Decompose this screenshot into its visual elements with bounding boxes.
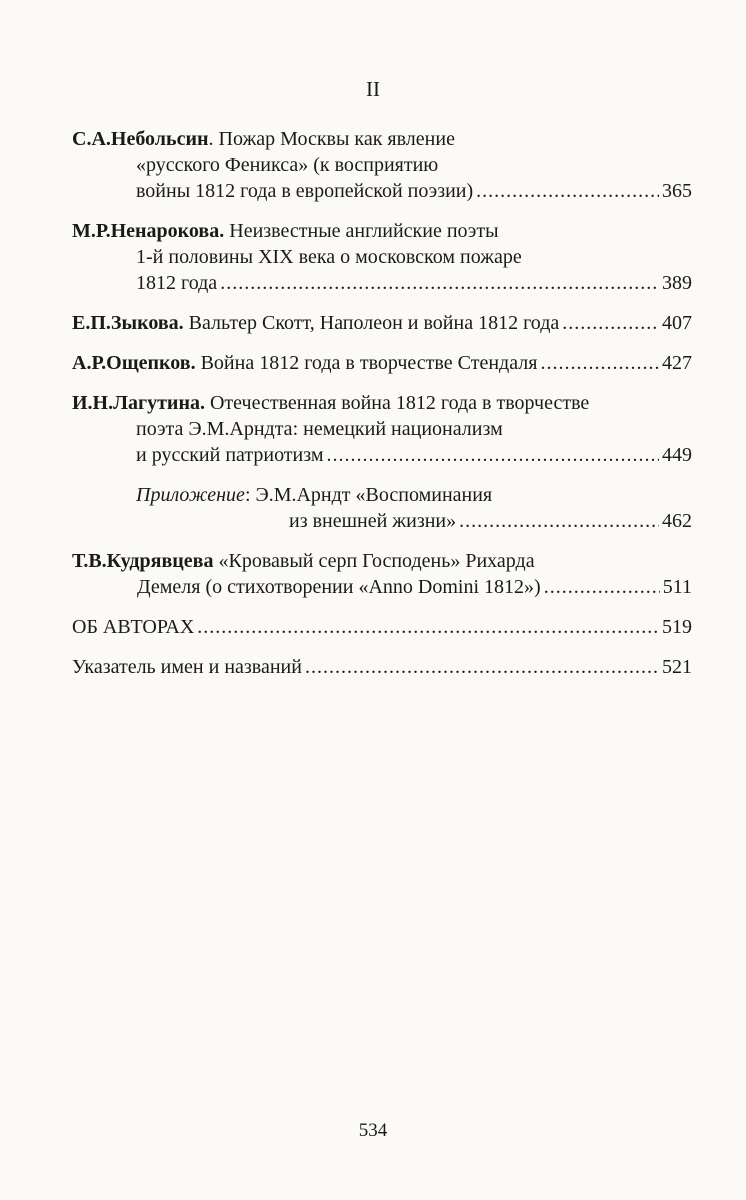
toc-title-text: «русского Феникса» (к восприятию — [136, 154, 439, 176]
toc-entry-nebolsin — [72, 126, 692, 204]
toc-page-number: 427 — [662, 352, 692, 374]
toc-title-text: . Пожар Москвы как явление — [208, 128, 455, 150]
toc-entry-title-line — [72, 390, 692, 416]
toc-title-text: Указатель имен и названий — [72, 656, 302, 678]
section-roman-numeral: II — [366, 77, 380, 101]
toc-entry-zykova — [72, 310, 692, 336]
toc-title-text: Демеля (о стихотворении «Anno Domini 1812») — [137, 576, 541, 598]
toc-entry-about-authors — [72, 614, 692, 640]
toc-leader-line — [72, 270, 692, 296]
toc-page-number: 389 — [662, 272, 692, 294]
toc-page-number: 519 — [662, 616, 692, 638]
toc-entry-oshchepkov — [72, 350, 692, 376]
table-of-contents — [72, 126, 692, 694]
toc-entry-kudryavtseva — [72, 548, 692, 600]
toc-entry-title-line — [72, 548, 692, 574]
toc-author: А.Р.Ощепков. — [72, 352, 196, 374]
toc-leader-line — [72, 654, 692, 680]
toc-entry-appendix — [72, 482, 692, 534]
toc-leader-line — [72, 178, 692, 204]
toc-leader-line — [72, 508, 692, 534]
toc-title-text: Отечественная война 1812 года в творчестве — [204, 392, 590, 414]
toc-entry-nenarokova — [72, 218, 692, 296]
toc-leader-line — [72, 350, 692, 376]
toc-author: И.Н.Лагутина. — [72, 392, 205, 414]
dot-leader — [562, 310, 659, 336]
toc-page-number: 407 — [662, 312, 692, 334]
dot-leader — [544, 574, 660, 600]
toc-title-text: «Кровавый серп Господень» Рихарда — [213, 550, 535, 572]
toc-title-text: и русский патриотизм — [136, 444, 324, 466]
toc-entry-title-line — [72, 482, 692, 508]
toc-title-text: поэта Э.М.Арндта: немецкий национализм — [136, 418, 503, 440]
toc-title-text: Война 1812 года в творчестве Стендаля — [195, 352, 538, 374]
dot-leader — [327, 442, 659, 468]
page-number: 534 — [358, 1120, 388, 1141]
toc-title-text: Вальтер Скотт, Наполеон и война 1812 года — [183, 312, 560, 334]
toc-page-number: 365 — [662, 180, 692, 202]
toc-entry-lagutina — [72, 390, 692, 468]
toc-leader-line — [72, 614, 692, 640]
toc-page-number: 449 — [662, 444, 692, 466]
toc-author: М.Р.Ненарокова. — [72, 220, 225, 242]
dot-leader — [220, 270, 659, 296]
toc-page-number: 521 — [662, 656, 692, 678]
toc-entry-title-line — [72, 126, 692, 152]
toc-title-text: 1812 года — [136, 272, 218, 294]
toc-page-number: 511 — [662, 576, 692, 598]
toc-entry-title-line — [72, 218, 692, 244]
toc-title-text: из внешней жизни» — [289, 510, 457, 532]
dot-leader — [540, 350, 659, 376]
toc-page-number: 462 — [662, 510, 692, 532]
dot-leader — [476, 178, 659, 204]
toc-author: С.А.Небольсин — [72, 128, 209, 150]
toc-author: Е.П.Зыкова. — [72, 312, 184, 334]
toc-title-text: ОБ АВТОРАХ — [72, 616, 195, 638]
dot-leader — [459, 508, 659, 534]
toc-title-text: Неизвестные английские поэты — [224, 220, 499, 242]
toc-title-text: : Э.М.Арндт «Воспоминания — [244, 484, 493, 506]
toc-leader-line — [72, 574, 692, 600]
toc-title-text: 1-й половины XIX века о московском пожаре — [136, 246, 522, 268]
toc-leader-line — [72, 310, 692, 336]
toc-title-text: войны 1812 года в европейской поэзии) — [136, 180, 474, 202]
toc-appendix-label: Приложение — [136, 484, 245, 506]
toc-leader-line — [72, 442, 692, 468]
dot-leader — [197, 614, 659, 640]
dot-leader — [305, 654, 659, 680]
toc-entry-index — [72, 654, 692, 680]
toc-author: Т.В.Кудрявцева — [72, 550, 214, 572]
